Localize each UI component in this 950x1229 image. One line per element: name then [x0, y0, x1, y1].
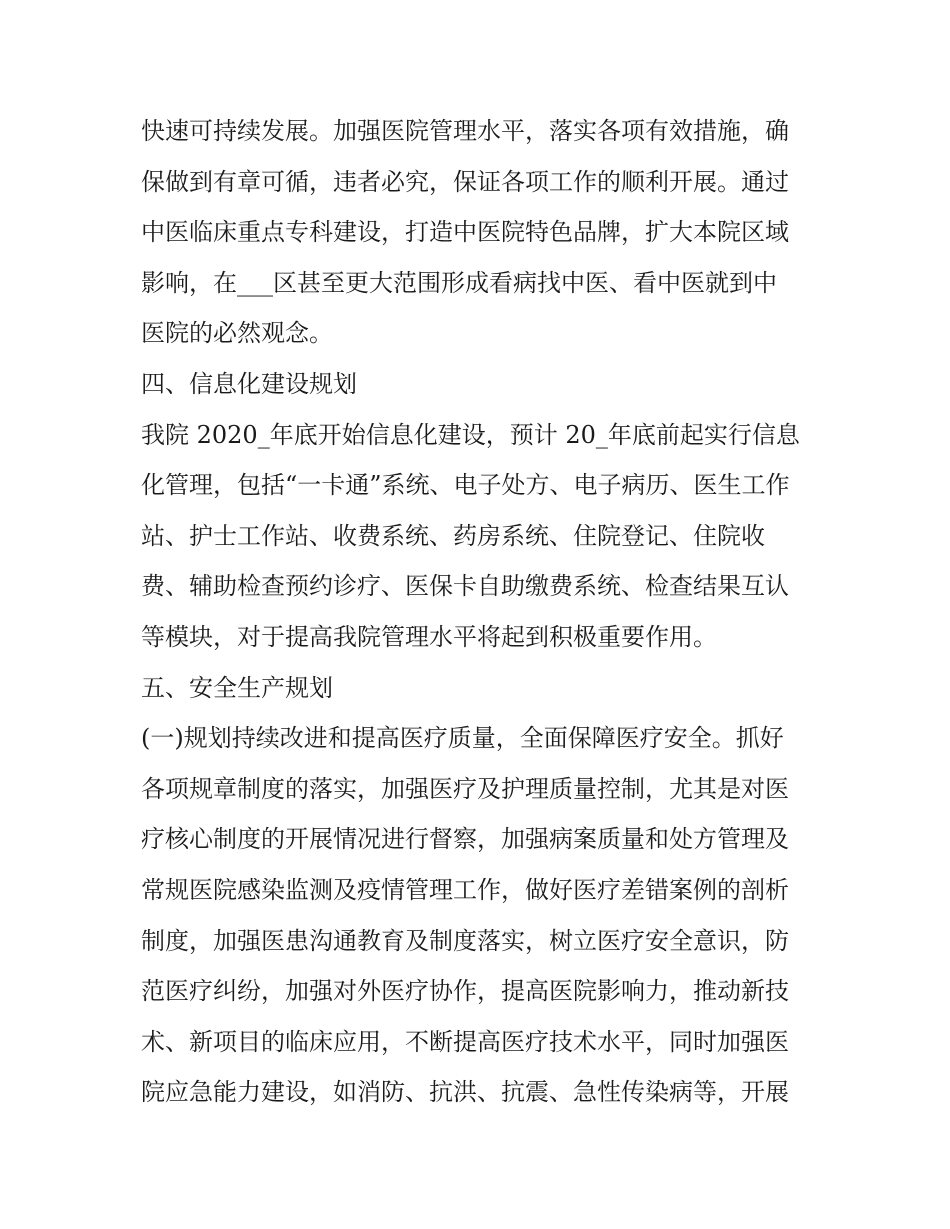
document-body — [141, 106, 821, 1118]
section-heading: 四、信息化建设规划 — [141, 369, 357, 398]
text-line: 疗核心制度的开展情况进行督察，加强病案质量和处方管理及 — [141, 825, 789, 854]
text-line: 中医临床重点专科建设，打造中医院特色品牌，扩大本院区域 — [141, 218, 789, 247]
section-heading: 五、安全生产规划 — [141, 673, 333, 702]
text-line: 等模块，对于提高我院管理水平将起到积极重要作用。 — [141, 622, 717, 651]
text-line: 各项规章制度的落实，加强医疗及护理质量控制，尤其是对医 — [141, 774, 789, 803]
text-line: 术、新项目的临床应用，不断提高医疗技术水平，同时加强医 — [141, 1027, 789, 1056]
text-line: 院应急能力建设，如消防、抗洪、抗震、急性传染病等，开展 — [141, 1078, 789, 1107]
text-line: 制度，加强医患沟通教育及制度落实，树立医疗安全意识，防 — [141, 926, 789, 955]
text-line: 医院的必然观念。 — [141, 319, 333, 348]
text-line: 范医疗纠纷，加强对外医疗协作，提高医院影响力，推动新技 — [141, 977, 789, 1006]
text-line: 常规医院感染监测及疫情管理工作，做好医疗差错案例的剖析 — [141, 875, 789, 904]
text-line: 我院 2020_年底开始信息化建设，预计 20_年底前起实行信息 — [141, 420, 800, 449]
text-line: 费、辅助检查预约诊疗、医保卡自助缴费系统、检查结果互认 — [141, 572, 789, 601]
text-line: 快速可持续发展。加强医院管理水平，落实各项有效措施，确 — [141, 117, 789, 145]
text-line: 保做到有章可循，违者必究，保证各项工作的顺利开展。通过 — [141, 167, 789, 196]
text-line: (一)规划持续改进和提高医疗质量，全面保障医疗安全。抓好 — [141, 724, 784, 753]
text-line: 影响，在___区甚至更大范围形成看病找中医、看中医就到中 — [141, 268, 777, 297]
text-line: 化管理，包括“一卡通”系统、电子处方、电子病历、医生工作 — [141, 471, 790, 500]
text-line: 站、护士工作站、收费系统、药房系统、住院登记、住院收 — [141, 521, 765, 550]
